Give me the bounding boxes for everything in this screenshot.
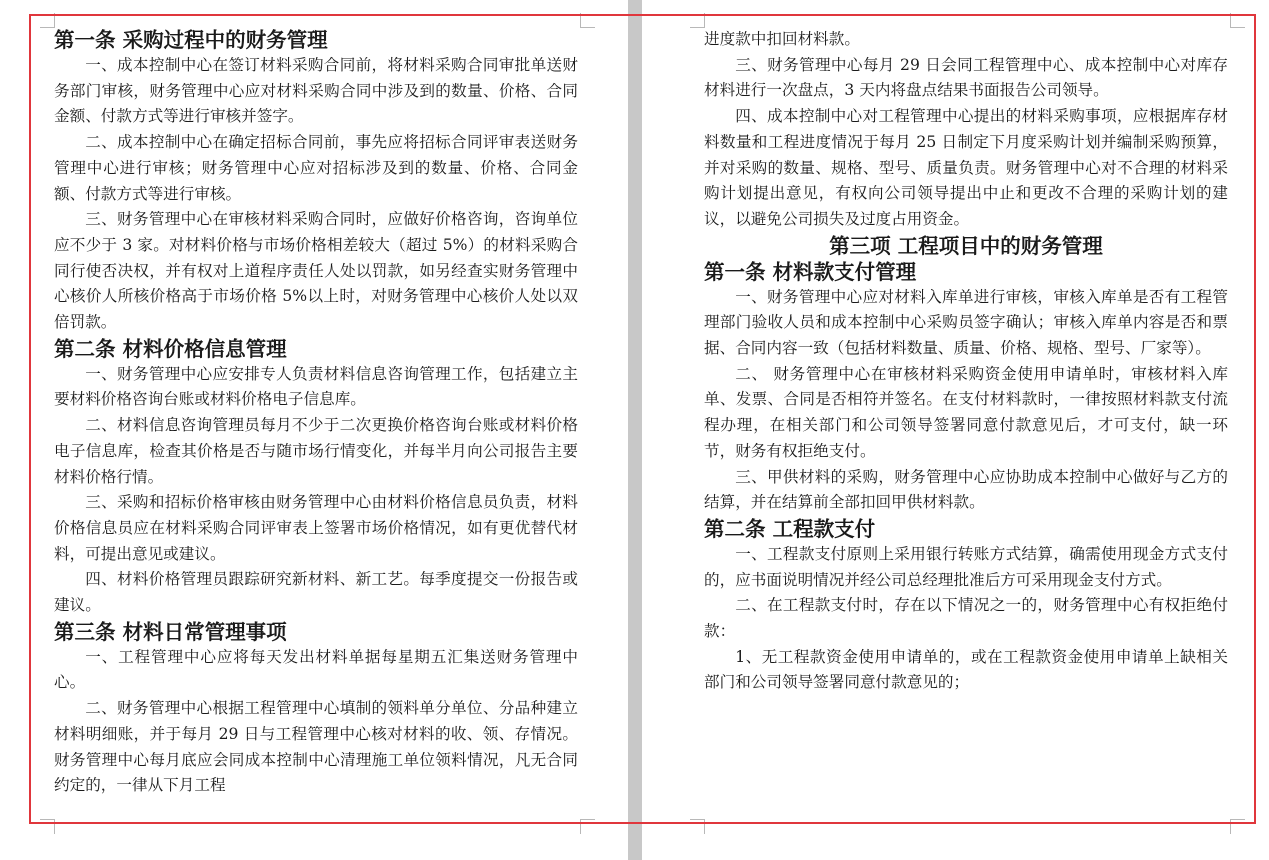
crop-mark-bottom-left — [690, 819, 705, 834]
crop-mark-bottom-right — [1230, 819, 1245, 834]
paragraph[interactable]: 四、成本控制中心对工程管理中心提出的材料采购事项，应根据库存材料数量和工程进度情况于每月 25 日制定下月度采购计划并编制采购预算，并对采购的数量、规格、型号、质量负责。财务管理中心对不合理的材料采购计划提出意见，有权向公司领导提出中止和更改不合理的采购计划的建议，以避免公司损失及过度占用资金。 — [704, 107, 1228, 228]
crop-mark-bottom-right — [580, 819, 595, 834]
paragraph[interactable]: 二、财务管理中心根据工程管理中心填制的领料单分单位、分品种建立材料明细账，并于每月 29 日与工程管理中心核对材料的收、领、存情况。财务管理中心每月底应会同成本控制中心清理施工单位领料情况，凡无合同约定的，一律从下月工程 — [54, 699, 578, 795]
paragraph[interactable]: 一、成本控制中心在签订材料采购合同前，将材料采购合同审批单送财务部门审核，财务管理中心应对材料采购合同中涉及到的数量、价格、合同金额、付款方式等进行审核并签字。 — [54, 56, 578, 126]
crop-mark-top-right — [580, 13, 595, 28]
section-heading[interactable]: 第一条 材料款支付管理 — [704, 259, 917, 284]
paragraph[interactable]: 1、无工程款资金使用申请单的，或在工程款资金使用申请单上缺相关部门和公司领导签署同意付款意见的； — [704, 647, 1228, 692]
paragraph[interactable]: 二、成本控制中心在确定招标合同前，事先应将招标合同评审表送财务管理中心进行审核；财务管理中心应对招标涉及到的数量、价格、合同金额、付款方式等进行审核。 — [54, 133, 578, 203]
crop-mark-top-right — [1230, 13, 1245, 28]
paragraph[interactable]: 一、财务管理中心应对材料入库单进行审核，审核入库单是否有工程管理部门验收人员和成本控制中心采购员签字确认；审核入库单内容是否和票据、合同内容一致（包括材料数量、质量、价格、规格、型号、厂家等）。 — [704, 287, 1228, 358]
section-heading[interactable]: 第三条 材料日常管理事项 — [54, 619, 287, 644]
crop-mark-top-left — [40, 13, 55, 28]
paragraph[interactable]: 三、甲供材料的采购，财务管理中心应协助成本控制中心做好与乙方的结算，并在结算前全部扣回甲供材料款。 — [704, 467, 1228, 512]
paragraph[interactable]: 一、工程管理中心应将每天发出材料单据每星期五汇集送财务管理中心。 — [54, 647, 578, 692]
paragraph[interactable]: 二、在工程款支付时，存在以下情况之一的，财务管理中心有权拒绝付款： — [704, 596, 1228, 641]
paragraph[interactable]: 二、材料信息咨询管理员每月不少于二次更换价格咨询台账或材料价格电子信息库，检查其价格是否与随市场行情变化，并每半月向公司报告主要材料价格行情。 — [54, 416, 578, 486]
crop-mark-bottom-left — [40, 819, 55, 834]
section-heading[interactable]: 第二条 工程款支付 — [704, 516, 876, 541]
paragraph[interactable]: 四、材料价格管理员跟踪研究新材料、新工艺。每季度提交一份报告或建议。 — [54, 570, 578, 615]
left-page-text-column[interactable] — [54, 27, 578, 799]
paragraph[interactable]: 三、采购和招标价格审核由财务管理中心由材料价格信息员负责，材料价格信息员应在材料采购合同评审表上签署市场价格情况，如有更优替代材料，可提出意见或建议。 — [54, 493, 578, 563]
paragraph[interactable]: 二、 财务管理中心在审核材料采购资金使用申请单时，审核材料入库单、发票、合同是否相符并签名。在支付材料款时，一律按照材料款支付流程办理，在相关部门和公司领导签署同意付款意见后，才可支付，缺一环节，财务有权拒绝支付。 — [704, 364, 1228, 460]
section-heading[interactable]: 第二条 材料价格信息管理 — [54, 336, 287, 361]
crop-mark-top-left — [690, 13, 705, 28]
right-page-text-column[interactable] — [704, 27, 1228, 696]
paragraph-continuation[interactable]: 进度款中扣回材料款。 — [704, 30, 860, 48]
paragraph[interactable]: 三、财务管理中心每月 29 日会同工程管理中心、成本控制中心对库存材料进行一次盘点，3 天内将盘点结果书面报告公司领导。 — [704, 55, 1228, 100]
section-heading[interactable]: 第一条 采购过程中的财务管理 — [54, 28, 328, 52]
paragraph[interactable]: 三、财务管理中心在审核材料采购合同时，应做好价格咨询，咨询单位应不少于 3 家。对材料价格与市场价格相差较大（超过 5%）的材料采购合同行使否决权，并有权对上道程序责任人处以罚款，如另经查实财务管理中心核价人所核价格高于市场价格 5%以上时，对财务管理中心核价人处以双倍罚款。 — [54, 210, 578, 332]
chapter-heading[interactable]: 第三项 工程项目中的财务管理 — [829, 233, 1103, 258]
paragraph[interactable]: 一、财务管理中心应安排专人负责材料信息咨询管理工作，包括建立主要材料价格咨询台账或材料价格电子信息库。 — [54, 364, 578, 409]
page-gap — [628, 0, 642, 860]
paragraph[interactable]: 一、工程款支付原则上采用银行转账方式结算，确需使用现金方式支付的，应书面说明情况并经公司总经理批准后方可采用现金支付方式。 — [704, 544, 1228, 589]
